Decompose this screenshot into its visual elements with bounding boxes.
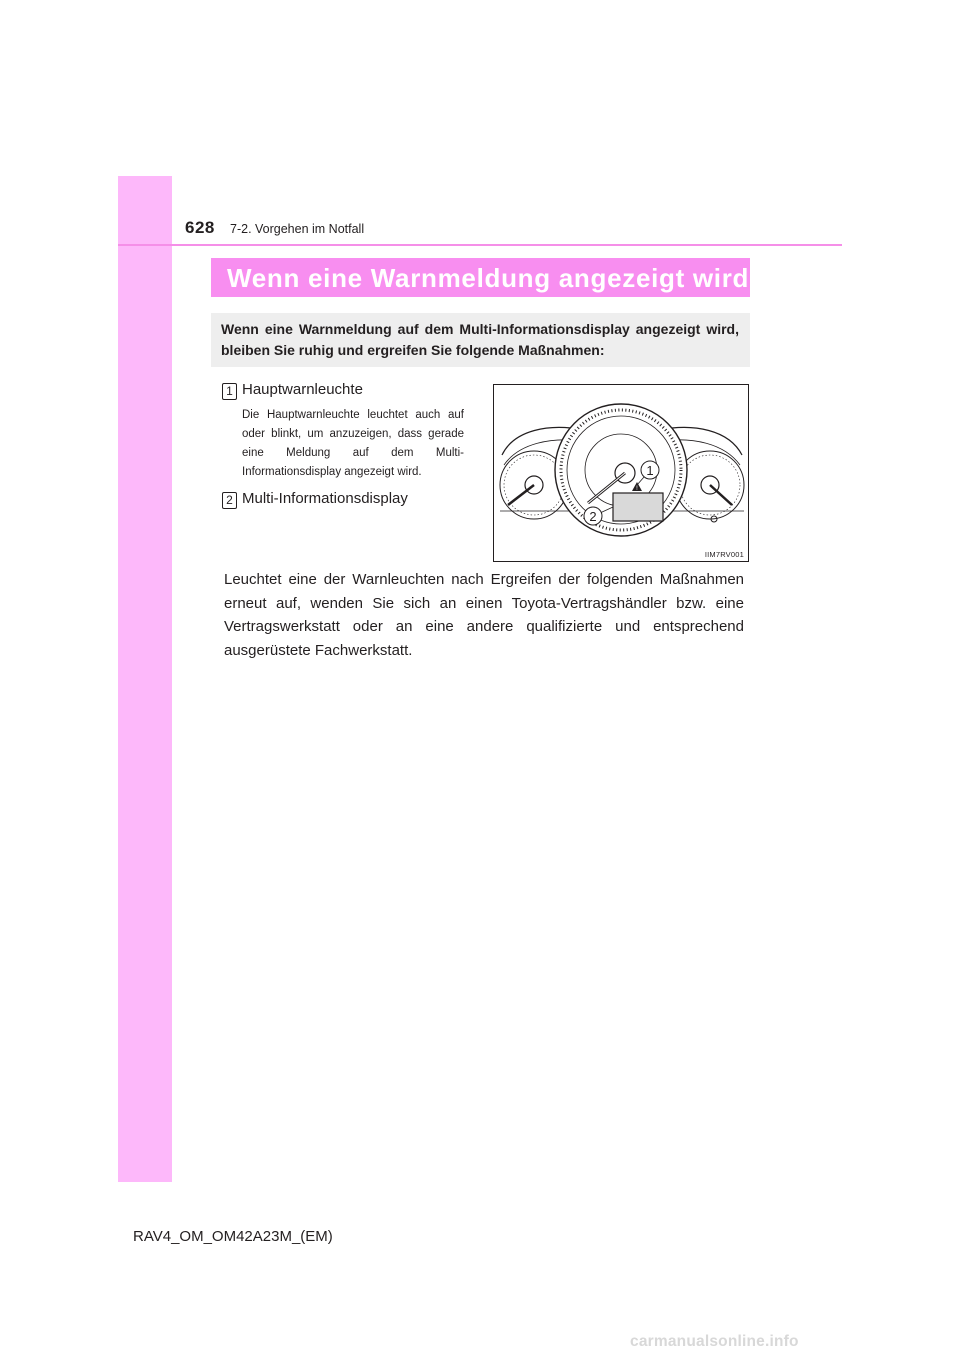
instrument-cluster-figure xyxy=(493,384,749,562)
body-text: Leuchtet eine der Warnleuchten nach Ergreifen der folgenden Maßnahmen erneut auf, wenden Sie sich an einen Toyota-Vertragshändler bzw. eine Vertragswerkstatt oder an eine andere qualifizierte und entsprechend ausgerüstete Fachwerkstatt. xyxy=(224,571,744,659)
item-description-1: Die Hauptwarnleuchte leuchtet auch auf oder blinkt, um anzuzeigen, dass gerade eine Meldung auf dem Multi-Informationsdisplay angezeigt wird. xyxy=(242,409,464,478)
figure-callout-1: 1 xyxy=(646,463,654,478)
title-bar xyxy=(211,258,750,297)
item-number-2: 2 xyxy=(222,492,237,509)
warning-triangle-icon: ! xyxy=(636,486,638,492)
header-rule xyxy=(118,244,842,246)
side-band xyxy=(118,176,172,1182)
watermark: carmanualsonline.info xyxy=(630,1333,799,1350)
figure-code: IIM7RV001 xyxy=(704,550,744,559)
instrument-cluster-illustration xyxy=(494,385,748,561)
section-title: 7-2. Vorgehen im Notfall xyxy=(230,222,365,236)
figure-callout-2: 2 xyxy=(589,509,597,524)
intro-box xyxy=(211,313,750,367)
item-number-1: 1 xyxy=(222,383,237,400)
page-number: 628 xyxy=(185,218,215,237)
item-label-2: Multi-Informationsdisplay xyxy=(242,490,408,507)
page-title: Wenn eine Warnmeldung angezeigt wird xyxy=(227,263,750,293)
intro-text: Wenn eine Warnmeldung auf dem Multi-Informationsdisplay angezeigt wird, bleiben Sie ruhig und ergreifen Sie folgende Maßnahmen: xyxy=(221,321,739,358)
footer-document-code: RAV4_OM_OM42A23M_(EM) xyxy=(133,1228,333,1245)
item-label-1: Hauptwarnleuchte xyxy=(242,381,363,398)
